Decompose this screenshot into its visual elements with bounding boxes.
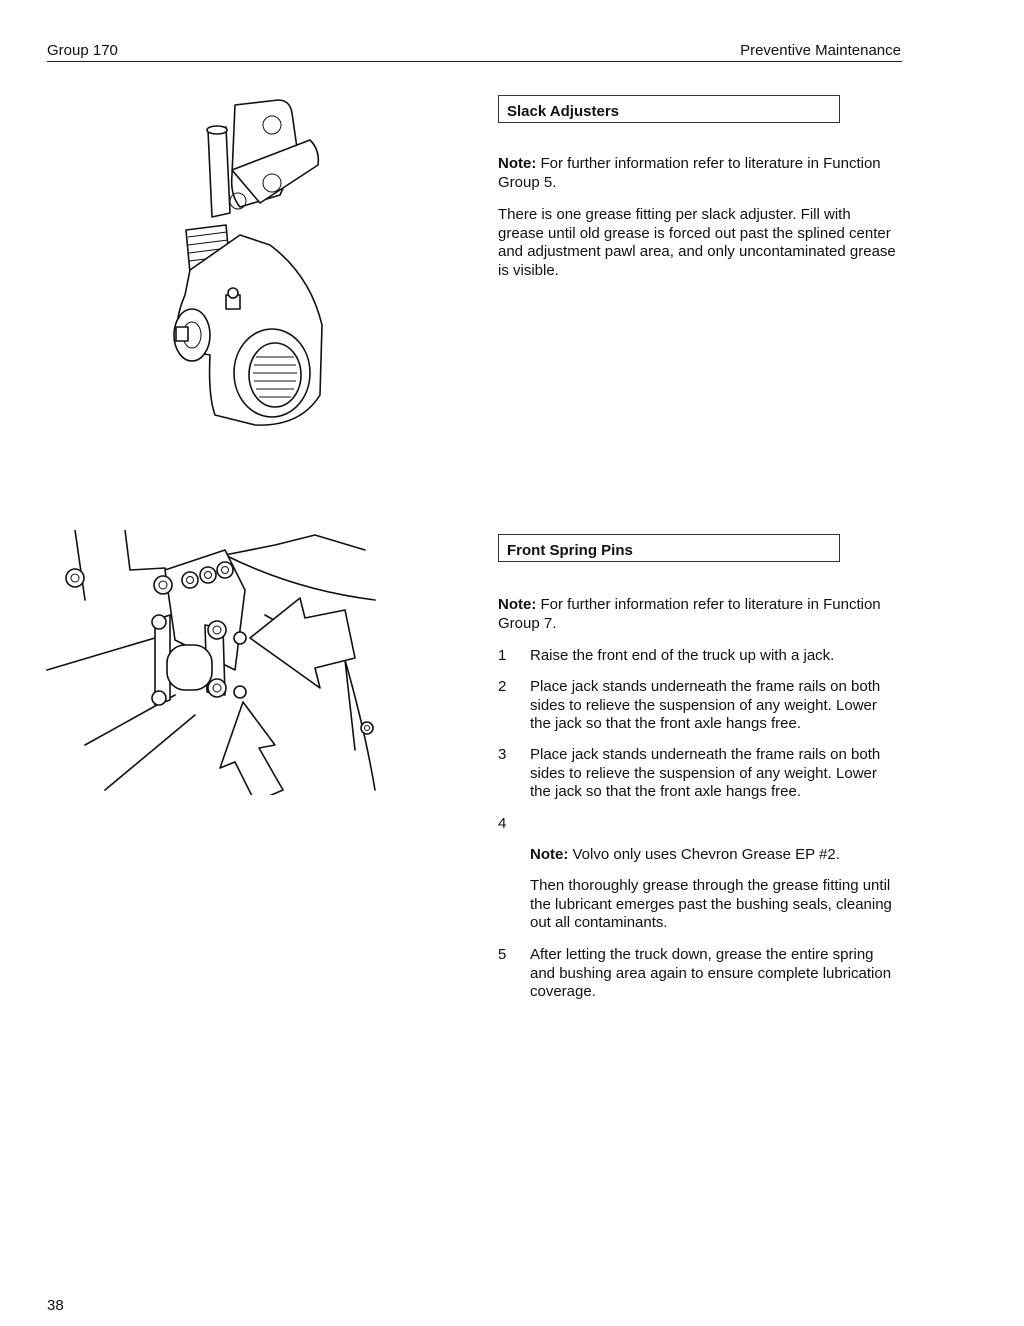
front-spring-pins-note [498,596,900,633]
note-text: For further information refer to literature in Function Group 5. [498,155,881,191]
note-label: Note: [530,846,569,863]
note-label: Note: [498,596,537,613]
slack-adjusters-heading: Slack Adjusters [498,95,840,123]
header-group-label: Group 170 [47,42,118,59]
step-4-body: Then thoroughly grease through the grease fitting until the lubricant emerges past the bushing seals, cleaning out all contaminants. [530,877,892,931]
step-number: 5 [498,946,507,963]
slack-adjuster-illustration [160,95,340,435]
page-number: 38 [47,1297,64,1314]
front-spring-pins-illustration [45,530,390,795]
step-4-note [530,846,900,865]
step-number: 2 [498,678,507,695]
step-text: Place jack stands underneath the frame rails on both sides to relieve the suspension of any weight. Lower the jack so that the front axle hangs free. [530,746,881,800]
step-text: Raise the front end of the truck up with a jack. [530,647,835,664]
header-rule [47,61,902,62]
slack-adjusters-note [498,155,900,192]
slack-adjusters-body: There is one grease fitting per slack adjuster. Fill with grease until old grease is forced out past the splined center and adjustment pawl area, and only uncontaminated grease is visible. [498,206,896,279]
step-number: 4 [498,815,507,832]
step-text: Place jack stands underneath the frame rails on both sides to relieve the suspension of any weight. Lower the jack so that the front axle hangs free. [530,678,881,732]
step-number: 1 [498,647,507,664]
note-text: For further information refer to literature in Function Group 7. [498,596,881,632]
note-label: Note: [498,155,537,172]
step-text: After letting the truck down, grease the entire spring and bushing area again to ensure complete lubrication coverage. [530,946,892,1000]
front-spring-pins-heading: Front Spring Pins [498,534,840,562]
step-number: 3 [498,746,507,763]
note-text: Volvo only uses Chevron Grease EP #2. [568,846,840,863]
header-section-label: Preventive Maintenance [740,42,901,59]
